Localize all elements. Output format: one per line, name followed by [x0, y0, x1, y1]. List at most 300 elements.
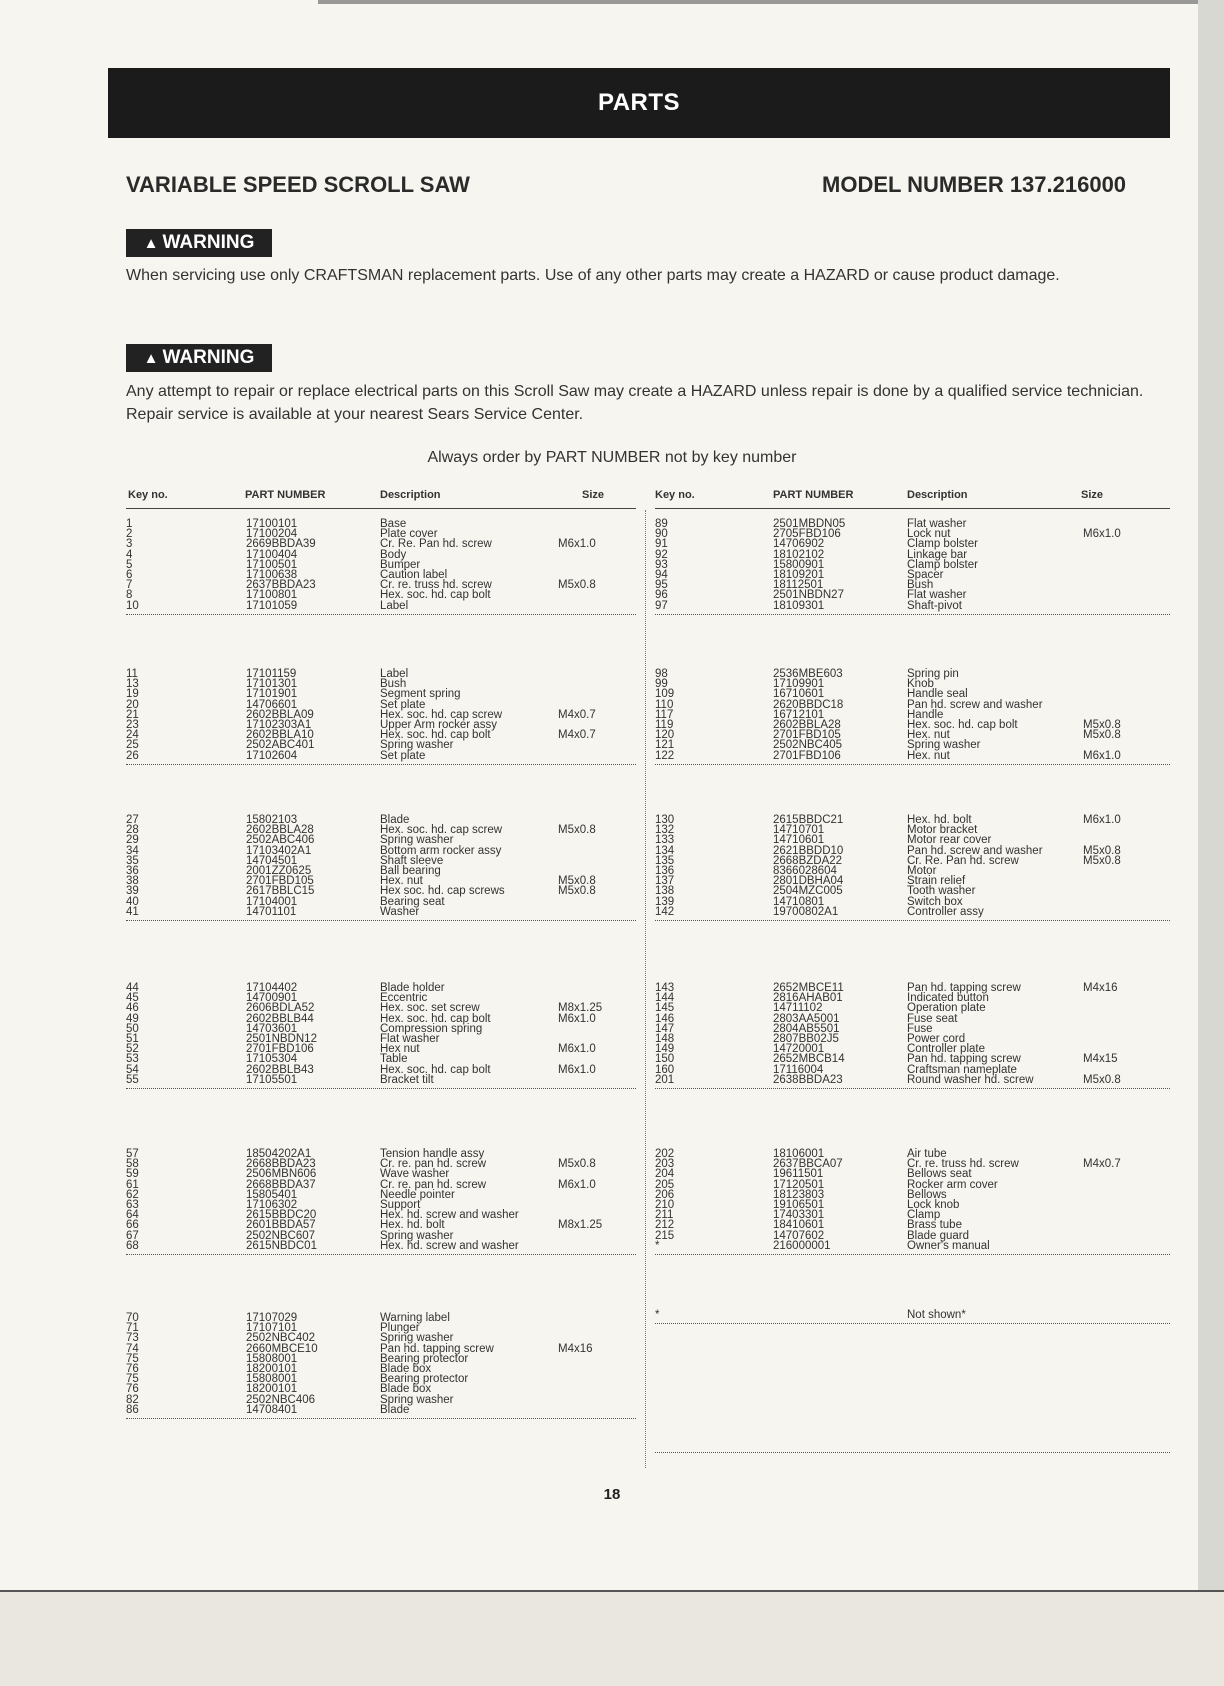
- cell-key: 90: [655, 528, 668, 541]
- cell-key: 21: [126, 708, 139, 721]
- cell-key: 55: [126, 1073, 139, 1086]
- cell-size: M6x1.0: [1083, 814, 1121, 826]
- cell-key: 3: [126, 538, 133, 551]
- cell-part: 2601BBDA57: [246, 1219, 316, 1232]
- cell-key: 143: [655, 982, 675, 994]
- cell-desc: Operation plate: [907, 1002, 986, 1015]
- cell-desc: Cr. re. pan hd. screw: [380, 1158, 487, 1171]
- cell-desc: Craftsman nameplate: [907, 1063, 1017, 1076]
- cell-key: 76: [126, 1362, 139, 1375]
- page-edge-right: [1198, 0, 1224, 1684]
- cell-desc: Hex. soc. hd. cap bolt: [380, 1012, 491, 1025]
- cell-key: 95: [655, 579, 668, 592]
- cell-key: 215: [655, 1229, 675, 1242]
- cell-part: 17104001: [246, 895, 298, 908]
- cell-part: 17102604: [246, 749, 298, 762]
- cell-key: 26: [126, 749, 139, 762]
- cell-desc: Lock knob: [907, 1198, 960, 1211]
- cell-size: M6x1.0: [1083, 528, 1121, 541]
- cell-key: 91: [655, 538, 668, 551]
- left-group: [126, 519, 636, 611]
- cell-key: 150: [655, 1053, 675, 1066]
- group-separator: [655, 1323, 1170, 1324]
- cell-part: 2668BBDA23: [246, 1158, 316, 1171]
- cell-part: 14710701: [773, 824, 825, 837]
- cell-desc: Hex. soc. hd. cap screw: [380, 708, 503, 721]
- cell-part: 2536MBE603: [773, 668, 843, 680]
- cell-part: 2617BBLC15: [246, 885, 315, 898]
- cell-key: 86: [126, 1403, 139, 1416]
- cell-key: 20: [126, 698, 139, 711]
- cell-desc: Clamp bolster: [907, 538, 978, 551]
- group-separator: [655, 1088, 1170, 1089]
- cell-key: 71: [126, 1322, 139, 1335]
- warning-text: When servicing use only CRAFTSMAN replacement parts. Use of any other parts may create a HAZARD or cause product damage.: [126, 267, 1060, 284]
- cell-desc: Spring washer: [380, 739, 454, 752]
- cell-part: 2637BBDA23: [246, 579, 316, 592]
- cell-key: 75: [126, 1352, 139, 1365]
- cell-key: 40: [126, 895, 139, 908]
- cell-key: 136: [655, 864, 675, 877]
- left-group: [126, 1149, 636, 1251]
- cell-key: 130: [655, 814, 675, 826]
- table-row: [126, 1220, 636, 1230]
- cell-desc: Shaft sleeve: [380, 854, 444, 867]
- cell-part: 18200101: [246, 1362, 298, 1375]
- cell-part: 2803AA5001: [773, 1012, 840, 1025]
- cell-key: 82: [126, 1393, 139, 1406]
- cell-key: 99: [655, 678, 668, 691]
- cell-part: 2637BBCA07: [773, 1158, 843, 1171]
- cell-desc: Pan hd. tapping screw: [907, 1053, 1021, 1066]
- cell-key: 76: [126, 1383, 139, 1396]
- cell-desc: Fuse seat: [907, 1012, 958, 1025]
- parts-banner: PARTS: [108, 68, 1170, 138]
- cell-key: 122: [655, 749, 675, 762]
- cell-part: 2701FBD106: [773, 749, 841, 762]
- cell-part: 216000001: [773, 1239, 831, 1252]
- table-row: [655, 751, 1170, 761]
- cell-desc: Spring washer: [380, 1393, 454, 1406]
- cell-key: 120: [655, 729, 675, 742]
- cell-desc: Indicated button: [907, 992, 989, 1005]
- cell-key: 205: [655, 1178, 675, 1191]
- cell-desc: Pan hd. screw and washer: [907, 698, 1043, 711]
- cell-key: 13: [126, 678, 139, 691]
- cell-part: 17104402: [246, 982, 298, 994]
- cell-key: *: [655, 1309, 660, 1321]
- cell-key: 206: [655, 1188, 675, 1201]
- cell-part: 14720001: [773, 1043, 825, 1056]
- cell-desc: Handle seal: [907, 688, 968, 701]
- cell-key: 58: [126, 1158, 139, 1171]
- cell-key: 5: [126, 558, 133, 571]
- cell-key: 66: [126, 1219, 139, 1232]
- cell-part: 2816AHAB01: [773, 992, 843, 1005]
- cell-part: 2615NBDC01: [246, 1239, 317, 1252]
- cell-desc: Fuse: [907, 1022, 933, 1035]
- right-group: [655, 669, 1170, 761]
- cell-desc: Table: [380, 1053, 408, 1066]
- cell-part: 17107029: [246, 1312, 298, 1324]
- cell-size: M5x0.8: [558, 824, 596, 837]
- cell-key: 61: [126, 1178, 139, 1191]
- cell-part: 2652MBCE11: [773, 982, 844, 994]
- cell-part: 17100801: [246, 589, 298, 602]
- cell-key: 119: [655, 718, 674, 731]
- cell-key: 210: [655, 1198, 675, 1211]
- cell-desc: Hex. soc. hd. cap bolt: [380, 589, 491, 602]
- cell-key: 73: [126, 1332, 139, 1345]
- cell-desc: Cr. Re. Pan hd. screw: [380, 538, 492, 551]
- col-part-left: PART NUMBER: [245, 489, 326, 501]
- cell-desc: Bearing protector: [380, 1373, 469, 1386]
- cell-key: 137: [655, 875, 675, 888]
- cell-desc: Set plate: [380, 698, 426, 711]
- cell-part: 14708401: [246, 1403, 298, 1416]
- group-separator: [126, 1254, 636, 1255]
- cell-part: 2660MBCE10: [246, 1342, 318, 1355]
- cell-size: M4x0.7: [1083, 1158, 1121, 1171]
- cell-desc: Controller assy: [907, 905, 984, 918]
- cell-desc: Linkage bar: [907, 548, 968, 561]
- cell-key: 203: [655, 1158, 675, 1171]
- cell-key: 54: [126, 1063, 139, 1076]
- left-group: [126, 815, 636, 917]
- cell-part: 17100101: [246, 518, 298, 530]
- cell-part: 2668BZDA22: [773, 854, 843, 867]
- warning-text: Any attempt to repair or replace electrical parts on this Scroll Saw may create a HAZARD unless repair is done by a qualified service technician. Repair service is available at your nearest Sears Service Center.: [126, 383, 1144, 423]
- header-rule-left: [126, 508, 636, 509]
- cell-desc: Cr. re. truss hd. screw: [907, 1158, 1019, 1171]
- cell-desc: Hex. hd. bolt: [380, 1219, 445, 1232]
- table-row: [655, 1054, 1170, 1064]
- cell-desc: Spring washer: [380, 834, 454, 847]
- right-group: [655, 1310, 1170, 1320]
- cell-size: M4x16: [558, 1342, 593, 1355]
- cell-key: 1: [126, 518, 133, 530]
- cell-part: 2669BBDA39: [246, 538, 316, 551]
- cell-desc: Controller plate: [907, 1043, 985, 1056]
- cell-key: 10: [126, 599, 139, 612]
- cell-key: 98: [655, 668, 668, 680]
- cell-desc: Blade: [380, 814, 410, 826]
- group-separator: [655, 614, 1170, 615]
- cell-part: 2615BBDC21: [773, 814, 844, 826]
- cell-part: 2701FBD106: [246, 1043, 314, 1056]
- col-desc-right: Description: [907, 489, 968, 501]
- cell-key: 59: [126, 1168, 139, 1181]
- cell-key: 38: [126, 875, 139, 888]
- cell-part: 15800901: [773, 558, 825, 571]
- cell-desc: Blade box: [380, 1383, 432, 1396]
- col-size-left: Size: [582, 489, 605, 501]
- cell-part: 8366028604: [773, 864, 837, 877]
- cell-key: 19: [126, 688, 139, 701]
- cell-part: 17109901: [773, 678, 825, 691]
- cell-desc: Owner's manual: [907, 1239, 990, 1252]
- cell-desc: Tooth washer: [907, 885, 976, 898]
- cell-desc: Handle: [907, 708, 944, 721]
- cell-desc: Hex. hd. bolt: [907, 814, 972, 826]
- cell-key: 39: [126, 885, 139, 898]
- col-part-right: PART NUMBER: [773, 489, 854, 501]
- cell-part: 2502NBC607: [246, 1229, 316, 1242]
- cell-part: 14706601: [246, 698, 298, 711]
- column-divider: [645, 510, 646, 1468]
- cell-key: 36: [126, 864, 139, 877]
- col-size-right: Size: [1081, 489, 1104, 501]
- cell-desc: Plate cover: [380, 528, 438, 541]
- cell-key: 149: [655, 1043, 675, 1056]
- table-row: [655, 1241, 1170, 1251]
- cell-size: M4x15: [1083, 1053, 1118, 1066]
- cell-key: 4: [126, 548, 133, 561]
- cell-part: 17100204: [246, 528, 298, 541]
- cell-desc: Blade guard: [907, 1229, 970, 1242]
- cell-part: 2602BBLA28: [246, 824, 314, 837]
- cell-size: M5x0.8: [1083, 844, 1121, 857]
- cell-key: 29: [126, 834, 139, 847]
- cell-part: 15808001: [246, 1373, 298, 1386]
- cell-key: 11: [126, 668, 138, 680]
- cell-part: 2504MZC005: [773, 885, 843, 898]
- cell-part: 16710601: [773, 688, 825, 701]
- cell-key: 212: [655, 1219, 675, 1232]
- cell-part: 19106501: [773, 1198, 825, 1211]
- cell-desc: Pan hd. screw and washer: [907, 844, 1043, 857]
- cell-part: 17105501: [246, 1073, 298, 1086]
- warning-badge-label: WARNING: [162, 347, 255, 368]
- group-separator: [126, 1418, 636, 1419]
- cell-key: 53: [126, 1053, 139, 1066]
- cell-part: 15808001: [246, 1352, 298, 1365]
- cell-part: 19611501: [773, 1168, 824, 1181]
- cell-part: 2502NBC406: [246, 1393, 316, 1406]
- cell-desc: Lock nut: [907, 528, 951, 541]
- cell-key: 145: [655, 1002, 675, 1015]
- cell-desc: Pan hd. tapping screw: [907, 982, 1021, 994]
- cell-size: M6x1.0: [558, 1063, 596, 1076]
- cell-key: *: [655, 1239, 660, 1252]
- cell-part: 2705FBD106: [773, 528, 841, 541]
- cell-desc: Washer: [380, 905, 420, 918]
- cell-desc: Clamp: [907, 1209, 941, 1222]
- group-separator: [126, 614, 636, 615]
- cell-part: 17100638: [246, 568, 298, 581]
- cell-desc: Hex. soc. hd. cap screw: [380, 824, 503, 837]
- cell-key: 62: [126, 1188, 139, 1201]
- cell-desc: Blade box: [380, 1362, 432, 1375]
- cell-key: 46: [126, 1002, 139, 1015]
- cell-key: 148: [655, 1032, 675, 1045]
- cell-desc: Caution label: [380, 568, 448, 581]
- cell-desc: Plunger: [380, 1322, 420, 1335]
- cell-part: 2602BBLB44: [246, 1012, 314, 1025]
- cell-desc: Needle pointer: [380, 1188, 455, 1201]
- cell-key: 109: [655, 688, 675, 701]
- cell-desc: Bush: [907, 579, 934, 592]
- cell-size: M5x0.8: [558, 885, 596, 898]
- cell-key: 139: [655, 895, 675, 908]
- cell-size: M5x0.8: [558, 579, 596, 592]
- cell-desc: Set plate: [380, 749, 426, 762]
- left-group: [126, 1313, 636, 1415]
- cell-key: 68: [126, 1239, 139, 1252]
- cell-key: 49: [126, 1012, 139, 1025]
- cell-part: 2638BBDA23: [773, 1073, 843, 1086]
- cell-key: 27: [126, 814, 139, 826]
- right-group: [655, 519, 1170, 611]
- cell-part: 17102303A1: [246, 718, 312, 731]
- cell-key: 7: [126, 579, 133, 592]
- group-separator: [655, 1254, 1170, 1255]
- group-separator: [655, 920, 1170, 921]
- cell-part: 17107101: [246, 1322, 298, 1335]
- cell-size: M8x1.25: [558, 1219, 603, 1232]
- cell-desc: Spring washer: [907, 739, 981, 752]
- cell-part: 17120501: [773, 1178, 825, 1191]
- cell-part: 2502ABC406: [246, 834, 315, 847]
- cell-key: 24: [126, 729, 139, 742]
- cell-key: 202: [655, 1148, 675, 1160]
- cell-desc: Bumper: [380, 558, 421, 571]
- cell-key: 41: [126, 905, 139, 918]
- table-row: [655, 1310, 1170, 1320]
- cell-desc: Cr. re. truss hd. screw: [380, 579, 492, 592]
- cell-desc: Flat washer: [907, 589, 967, 602]
- cell-key: 89: [655, 518, 668, 530]
- cell-desc: Bellows: [907, 1188, 947, 1201]
- table-row: [126, 886, 636, 896]
- cell-desc: Pan hd. tapping screw: [380, 1342, 494, 1355]
- cell-key: 28: [126, 824, 139, 837]
- cell-size: M5x0.8: [1083, 729, 1121, 742]
- cell-desc: Hex. hd. screw and washer: [380, 1209, 519, 1222]
- cell-size: M5x0.8: [1083, 718, 1121, 731]
- cell-size: M6x1.0: [558, 538, 596, 551]
- cell-desc: Blade: [380, 1403, 410, 1416]
- table-row: [126, 751, 636, 761]
- table-row: [655, 601, 1170, 611]
- cell-key: 23: [126, 718, 139, 731]
- cell-key: 25: [126, 739, 139, 752]
- cell-desc: Tension handle assy: [380, 1148, 485, 1160]
- cell-desc: Spacer: [907, 568, 944, 581]
- cell-part: 14703601: [246, 1022, 298, 1035]
- cell-part: 18109201: [773, 568, 825, 581]
- cell-desc: Hex. nut: [907, 749, 950, 762]
- warning-badge-label: WARNING: [162, 232, 255, 253]
- cell-desc: Bush: [380, 678, 407, 691]
- warning-badge: [126, 229, 272, 257]
- table-row: [126, 1241, 636, 1251]
- cell-part: 14710601: [773, 834, 825, 847]
- cell-part: 17101301: [246, 678, 298, 691]
- cell-desc: Base: [380, 518, 407, 530]
- table-row: [126, 1384, 636, 1394]
- cell-key: 142: [655, 905, 675, 918]
- cell-part: 2602BBLB43: [246, 1063, 314, 1076]
- cell-part: 2602BBLA28: [773, 718, 841, 731]
- cell-key: 97: [655, 599, 668, 612]
- cell-key: 34: [126, 844, 139, 857]
- cell-key: 135: [655, 854, 675, 867]
- cell-part: 14701101: [246, 905, 297, 918]
- model-number: MODEL NUMBER 137.216000: [822, 172, 1127, 197]
- group-separator: [655, 764, 1170, 765]
- cell-part: 17100501: [246, 558, 298, 571]
- cell-desc: Bracket tilt: [380, 1073, 434, 1086]
- cell-desc: Strain relief: [907, 875, 966, 888]
- cell-part: 2502NBC402: [246, 1332, 316, 1345]
- cell-desc: Cr. re. pan hd. screw: [380, 1178, 487, 1191]
- cell-desc: Not shown*: [907, 1309, 966, 1321]
- cell-part: 2807BB02J5: [773, 1032, 839, 1045]
- cell-desc: Switch box: [907, 895, 963, 908]
- cell-key: 160: [655, 1063, 675, 1076]
- cell-key: 57: [126, 1148, 139, 1160]
- cell-part: 14707602: [773, 1229, 825, 1242]
- table-row: [126, 590, 636, 600]
- cell-key: 94: [655, 568, 668, 581]
- cell-key: 52: [126, 1043, 139, 1056]
- cell-desc: Bellows seat: [907, 1168, 972, 1181]
- table-row: [655, 590, 1170, 600]
- table-row: [126, 601, 636, 611]
- cell-key: 146: [655, 1012, 675, 1025]
- right-group: [655, 1149, 1170, 1251]
- cell-desc: Body: [380, 548, 407, 561]
- group-separator: [655, 1452, 1170, 1453]
- cell-part: 18106001: [773, 1148, 825, 1160]
- cell-part: 2502ABC401: [246, 739, 315, 752]
- cell-part: 17101901: [246, 688, 298, 701]
- cell-desc: Air tube: [907, 1148, 947, 1160]
- cell-part: 14710801: [773, 895, 825, 908]
- cell-desc: Hex. nut: [907, 729, 950, 742]
- cell-desc: Rocker arm cover: [907, 1178, 998, 1191]
- cell-part: 2602BBLA10: [246, 729, 314, 742]
- cell-desc: Warning label: [380, 1312, 450, 1324]
- cell-key: 51: [126, 1032, 139, 1045]
- cell-key: 75: [126, 1373, 139, 1386]
- cell-key: 133: [655, 834, 675, 847]
- cell-part: 18109301: [773, 599, 825, 612]
- cell-desc: Spring washer: [380, 1332, 454, 1345]
- cell-part: 17105304: [246, 1053, 298, 1066]
- cell-desc: Flat washer: [907, 518, 967, 530]
- cell-desc: Bottom arm rocker assy: [380, 844, 502, 857]
- cell-desc: Hex. soc. hd. cap bolt: [380, 729, 491, 742]
- cell-part: 18504202A1: [246, 1148, 312, 1160]
- cell-desc: Blade holder: [380, 982, 445, 994]
- group-separator: [126, 1088, 636, 1089]
- cell-key: 117: [655, 708, 674, 721]
- cell-part: 17101059: [246, 599, 298, 612]
- cell-desc: Motor rear cover: [907, 834, 992, 847]
- cell-part: 14700901: [246, 992, 298, 1005]
- cell-part: 2801DBHA04: [773, 875, 844, 888]
- table-row: [126, 1405, 636, 1415]
- table-row: [126, 1054, 636, 1064]
- cell-size: M5x0.8: [558, 875, 596, 888]
- cell-size: M4x0.7: [558, 729, 596, 742]
- cell-key: 74: [126, 1342, 139, 1355]
- cell-key: 211: [655, 1209, 674, 1222]
- cell-key: 44: [126, 982, 139, 994]
- table-row: [655, 886, 1170, 896]
